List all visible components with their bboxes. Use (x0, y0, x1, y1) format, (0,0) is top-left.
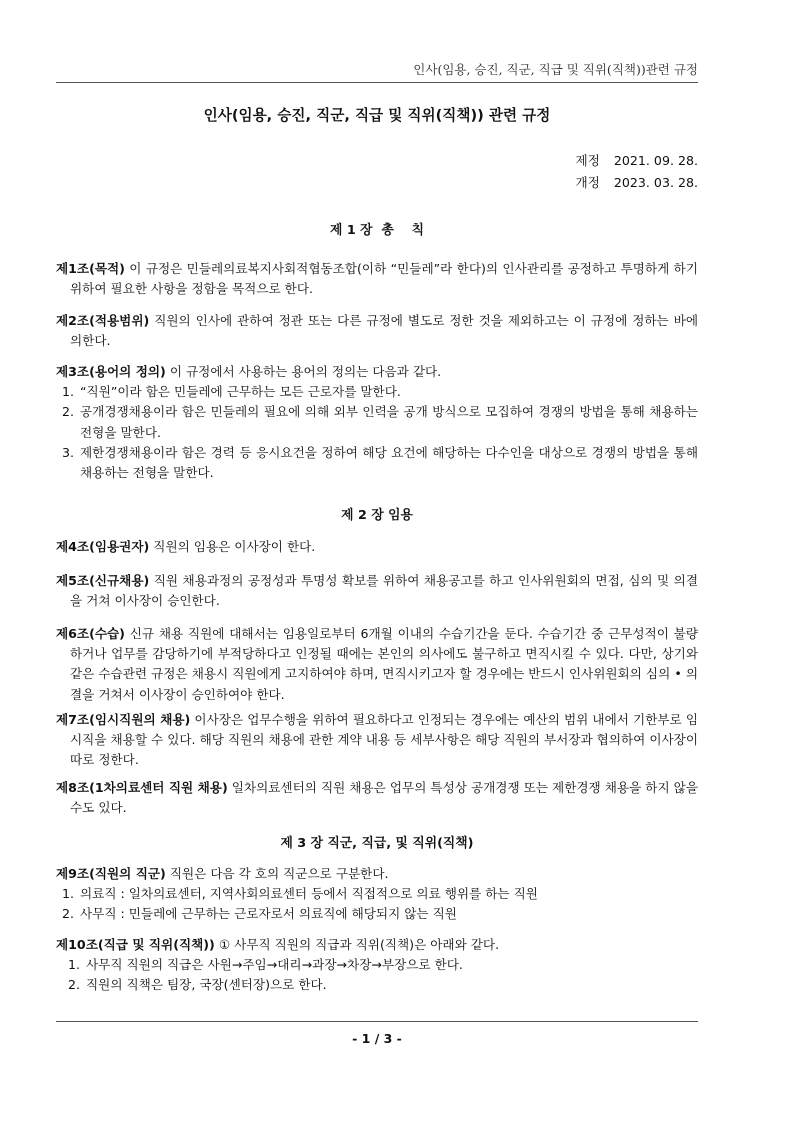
running-header: 인사(임용, 승진, 직군, 직급 및 직위(직책))관련 규정 (413, 62, 698, 77)
article-3 (56, 362, 698, 483)
article-text: 이 규정에서 사용하는 용어의 정의는 다음과 같다. (165, 364, 442, 379)
article-text: 일차의료센터의 직원 채용은 업무의 특성상 공개경쟁 또는 제한경쟁 채용을 하지 않을 수도 있다. (70, 780, 698, 816)
article-heading: 제10조(직급 및 직위(직책)) (56, 937, 215, 952)
article-7 (56, 710, 698, 771)
revised-label: 개정 (575, 175, 600, 190)
enacted-label: 제정 (575, 153, 600, 168)
article-9 (56, 864, 698, 925)
article-10 (56, 935, 698, 996)
enacted-date: 2021. 09. 28. (613, 153, 698, 168)
article-text: 직원의 인사에 관하여 정관 또는 다른 규정에 별도로 정한 것을 제외하고는 이 규정에 정하는 바에 의한다. (70, 313, 698, 349)
article-heading: 제2조(적용범위) (56, 313, 150, 328)
list-item: 1. “직원”이라 함은 민들레에 근무하는 모든 근로자를 말한다. (62, 384, 401, 400)
article-heading: 제6조(수습) (56, 626, 125, 641)
job-group-list (56, 884, 698, 924)
article-text: 직원 채용과정의 공정성과 투명성 확보를 위하여 채용공고를 하고 인사위원회의 면접, 심의 및 의결을 거쳐 이사장이 승인한다. (70, 573, 698, 609)
rank-position-list (56, 955, 698, 995)
article-text: 직원은 다음 각 호의 직군으로 구분한다. (165, 866, 389, 881)
footer-rule (56, 1021, 698, 1022)
enacted-date-line (576, 150, 698, 172)
article-heading: 제8조(1차의료센터 직원 채용) (56, 780, 228, 795)
list-item: 1. 사무직 직원의 직급은 사원→주임→대리→과장→차장→부장으로 한다. (68, 957, 463, 973)
article-heading: 제3조(용어의 정의) (56, 364, 166, 379)
list-item: 3. 제한경쟁채용이라 함은 경력 등 응시요건을 정하여 해당 요건에 해당하는 다수인을 대상으로 경쟁의 방법을 통해 채용하는 전형을 말한다. (62, 444, 698, 481)
article-6 (56, 624, 698, 705)
document-title: 인사(임용, 승진, 직군, 직급 및 직위(직책)) 관련 규정 (203, 107, 551, 124)
list-item: 2. 사무직 : 민들레에 근무하는 근로자로서 의료직에 해당되지 않는 직원 (62, 906, 457, 922)
list-item: 1. 의료직 : 일차의료센터, 지역사회의료센터 등에서 직접적으로 의료 행위를 하는 직원 (62, 886, 538, 902)
chapter-3-title: 제 3 장 직군, 직급, 및 직위(직책) (280, 836, 474, 851)
revised-date-line (576, 172, 698, 194)
header-rule (56, 82, 698, 83)
article-text: 신규 채용 직원에 대해서는 임용일로부터 6개월 이내의 수습기간을 둔다. 수습기간 중 근무성적이 불량하거나 업무를 감당하기에 부적당하다고 인정될 때에는 본인의 의사에도 불구하고 면직시킬 수 있다. 다만, 상기와 같은 수습관련 규정은 채용시 직원에게 고지하여야 하며, 면직시키고자 할 경우에는 반드시 인사위원회의 심의 • 의결을 거쳐서 이사장이 승인하여야 한다. (70, 626, 698, 702)
list-item: 2. 공개경쟁채용이라 함은 민들레의 필요에 의해 외부 인력을 공개 방식으로 모집하여 경쟁의 방법을 통해 채용하는 전형을 말한다. (62, 404, 698, 440)
definition-list (56, 382, 698, 483)
page-number: - 1 / 3 - (352, 1031, 402, 1046)
article-5 (56, 571, 698, 611)
chapter-1-title: 제 1 장 총 칙 (330, 223, 424, 238)
article-2 (56, 311, 698, 351)
article-heading: 제9조(직원의 직군) (56, 866, 166, 881)
chapter-2-title: 제 2 장 임용 (341, 508, 413, 523)
article-1 (56, 259, 698, 299)
article-text: 이 규정은 민들레의료복지사회적협동조합(이하 “민들레”라 한다)의 인사관리를 공정하고 투명하게 하기 위하여 필요한 사항을 정함을 목적으로 한다. (70, 261, 698, 297)
article-text: 이사장은 업무수행을 위하여 필요하다고 인정되는 경우에는 예산의 범위 내에서 기한부로 임시직을 채용할 수 있다. 해당 직원의 채용에 관한 계약 내용 등 세부사항은 해당 직원의 부서장과 협의하여 이사장이 따로 정한다. (70, 712, 698, 768)
article-8 (56, 778, 698, 818)
article-heading: 제7조(임시직원의 채용) (56, 712, 191, 727)
revision-dates (576, 150, 698, 194)
article-4 (56, 537, 698, 557)
revised-date: 2023. 03. 28. (613, 175, 698, 190)
article-heading: 제5조(신규채용) (56, 573, 150, 588)
article-text: ① 사무직 직원의 직급과 직위(직책)은 아래와 같다. (214, 937, 500, 952)
article-heading: 제4조(임용권자) (56, 539, 150, 554)
list-item: 2. 직원의 직책은 팀장, 국장(센터장)으로 한다. (68, 977, 327, 993)
article-text: 직원의 임용은 이사장이 한다. (149, 539, 316, 554)
article-heading: 제1조(목적) (56, 261, 125, 276)
